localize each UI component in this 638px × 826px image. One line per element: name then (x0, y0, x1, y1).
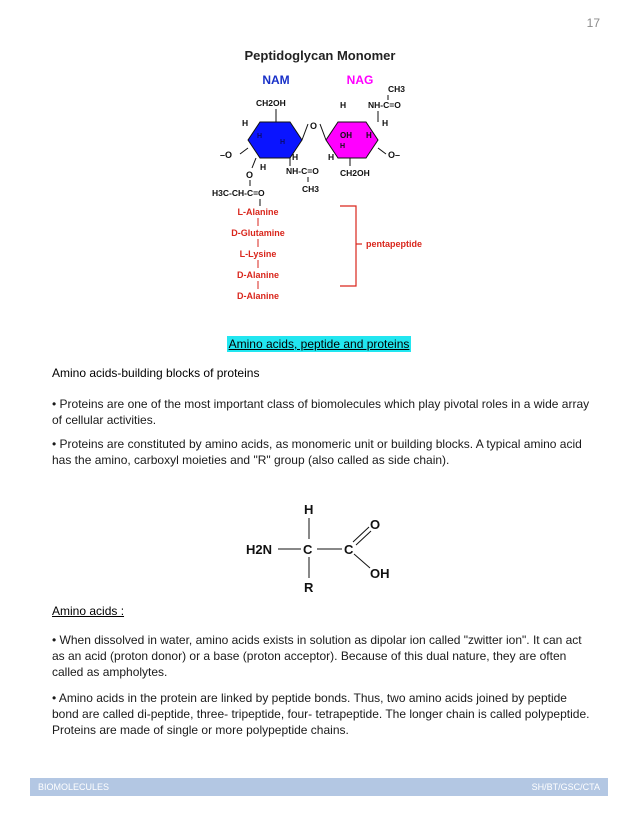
nag-h-ring-1: H (340, 143, 346, 150)
left-oxygen: –O (220, 150, 233, 160)
nam-h-ring-2: H (280, 139, 286, 146)
nag-label: NAG (346, 73, 374, 87)
paragraph-proteins-constitution: • Proteins are constituted by amino acids, as monomeric unit or building blocks. A typical amino acid has the amino, carboxyl moieties and "R" group (also called as side chain). (52, 437, 582, 467)
figure-title: Peptidoglycan Monomer (244, 48, 396, 63)
peptide-5: D-Alanine (236, 291, 280, 301)
aa-h-top: H (304, 502, 314, 517)
footer-left-label: BIOMOLECULES (38, 782, 110, 792)
aa-c-carboxyl: C (344, 542, 354, 557)
section-heading: Amino acids, peptide and proteins (228, 337, 410, 351)
nam-o-bottom: O (246, 170, 254, 180)
nam-o-bond (252, 158, 256, 168)
nam-h-left: H (242, 118, 249, 128)
left-end-bond (240, 148, 248, 154)
nag-h-top: H (340, 100, 347, 110)
nag-h-right: H (382, 118, 389, 128)
nam-h-bottom-mid: H (292, 152, 299, 162)
aa-oh: OH (370, 566, 390, 581)
peptide-3: L-Lysine (239, 249, 277, 259)
subheading-building-blocks: Amino acids-building blocks of proteins (52, 366, 260, 380)
lactyl-group: H3C-CH-C=O (212, 188, 265, 198)
nag-h-ring-2: H (366, 131, 372, 140)
paragraph-zwitter-ion: • When dissolved in water, amino acids exists in solution as dipolar ion called "zwitter ion". It can act as an acid (proton donor) or a base (proton acceptor). Because of this dual nature, they are often called as ampholytes. (52, 633, 582, 679)
section-heading-wrap (0, 335, 638, 353)
peptidoglycan-figure (190, 44, 450, 310)
nam-h-ring-1: H (257, 133, 263, 140)
subheading-amino-acids: Amino acids : (52, 604, 125, 618)
pentapeptide-bracket (340, 206, 356, 286)
aa-oh-bond (354, 554, 370, 568)
page-footer (30, 778, 608, 796)
nag-nhco-top: NH-C=O (368, 100, 401, 110)
nam-ch2oh-top: CH2OH (256, 98, 286, 108)
peptide-1: L-Alanine (237, 207, 279, 217)
aa-o: O (370, 517, 381, 532)
glycosidic-bond-b (320, 124, 326, 140)
bridge-oxygen: O (310, 121, 318, 131)
aa-r: R (304, 580, 314, 595)
nam-ch3-bottom: CH3 (302, 184, 320, 194)
nam-nhco-bottom: NH-C=O (286, 166, 319, 176)
footer-right-label: SH/BT/GSC/CTA (531, 782, 600, 792)
paragraph-peptide-bonds: • Amino acids in the protein are linked by peptide bonds. Thus, two amino acids joined by peptide bond are called di-peptide, three- tripeptide, four- tetrapeptide. The longer chain is called polypeptide. Proteins are made of single or more polypeptide chains. (52, 691, 590, 737)
aa-co-bond-2 (356, 531, 371, 545)
aa-c-alpha: C (303, 542, 313, 557)
nag-ch2oh-bottom: CH2OH (340, 168, 370, 178)
peptide-2: D-Glutamine (231, 228, 285, 238)
nam-h-low: H (260, 162, 267, 172)
aa-h2n: H2N (246, 542, 273, 557)
peptide-4: D-Alanine (236, 270, 280, 280)
amino-acid-structure-figure (240, 494, 400, 596)
page-number: 17 (586, 16, 600, 30)
nag-ch3-top: CH3 (388, 84, 406, 94)
paragraph-proteins-role: • Proteins are one of the most important class of biomolecules which play pivotal roles in a wide array of cellular activities. (52, 397, 590, 427)
right-oxygen: O– (388, 150, 401, 160)
nag-h-bottom: H (328, 152, 335, 162)
nag-oh: OH (340, 131, 352, 140)
glycosidic-bond-a (302, 124, 308, 140)
pentapeptide-label: pentapeptide (366, 239, 423, 249)
right-end-bond (378, 148, 386, 154)
nam-label: NAM (262, 73, 290, 87)
